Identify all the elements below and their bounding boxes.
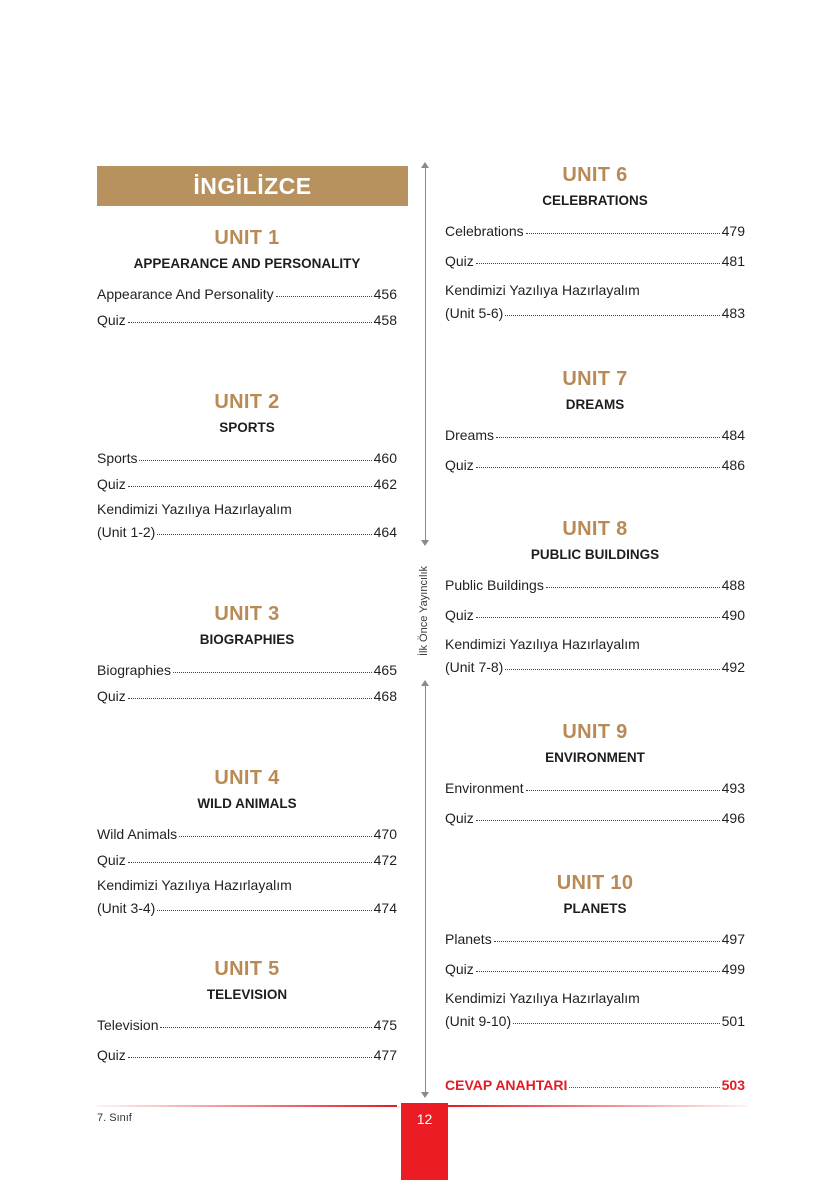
unit-subtitle: APPEARANCE AND PERSONALITY <box>133 256 361 271</box>
entry-label: Quiz <box>445 961 474 977</box>
entry-label: Wild Animals <box>97 826 178 842</box>
entry-label: Kendimizi Yazılıya Hazırlayalım <box>445 636 640 652</box>
leader-dots <box>139 444 371 461</box>
toc-entry[interactable] <box>97 874 397 918</box>
entry-label: Quiz <box>97 476 126 492</box>
unit-2-section <box>97 389 397 542</box>
entry-label: Quiz <box>445 810 474 826</box>
entry-page: 468 <box>373 688 397 704</box>
entry-label: Kendimizi Yazılıya Hazırlayalım <box>445 282 640 298</box>
leader-dots <box>505 299 719 316</box>
toc-entry[interactable] <box>97 848 397 874</box>
entry-label: Kendimizi Yazılıya Hazırlayalım <box>97 501 292 517</box>
leader-dots <box>128 1041 372 1058</box>
entry-label: Dreams <box>445 427 495 443</box>
leader-dots <box>476 451 720 468</box>
entry-page: 477 <box>373 1047 397 1063</box>
unit-10-section <box>445 870 745 1031</box>
unit-title: UNIT 5 <box>214 958 280 980</box>
unit-6-section <box>445 162 745 323</box>
toc-entry[interactable] <box>445 927 745 957</box>
entry-page: 484 <box>721 427 745 443</box>
unit-subtitle: CELEBRATIONS <box>542 193 648 208</box>
entry-label: (Unit 3-4) <box>97 900 156 916</box>
entry-page: 470 <box>373 826 397 842</box>
entry-label: Kendimizi Yazılıya Hazırlayalım <box>445 990 640 1006</box>
toc-entry[interactable] <box>97 282 397 308</box>
leader-dots <box>128 306 372 323</box>
entry-page: 483 <box>721 305 745 321</box>
answer-key-entry[interactable] <box>445 1073 745 1099</box>
leader-dots <box>476 601 720 618</box>
unit-subtitle: DREAMS <box>565 397 625 412</box>
entry-label: Quiz <box>97 688 126 704</box>
leader-dots <box>513 1007 720 1024</box>
entry-page: 474 <box>373 900 397 916</box>
entry-label: (Unit 1-2) <box>97 524 156 540</box>
entry-label: Quiz <box>97 312 126 328</box>
leader-dots <box>494 925 720 942</box>
entry-label: Quiz <box>97 1047 126 1063</box>
entry-page: 493 <box>721 780 745 796</box>
toc-entry[interactable] <box>97 308 397 334</box>
toc-entry[interactable] <box>445 453 745 479</box>
entry-label: Environment <box>445 780 524 796</box>
unit-8-section <box>445 516 745 677</box>
toc-entry[interactable] <box>445 249 745 279</box>
unit-subtitle: TELEVISION <box>206 987 288 1002</box>
leader-dots <box>128 682 372 699</box>
entry-label: Television <box>97 1017 159 1033</box>
entry-label: Biographies <box>97 662 171 678</box>
toc-entry[interactable] <box>445 603 745 633</box>
unit-subtitle: SPORTS <box>219 420 275 435</box>
leader-dots <box>128 846 372 863</box>
unit-3-section <box>97 601 397 710</box>
unit-title: UNIT 8 <box>562 518 628 540</box>
entry-page: 460 <box>373 450 397 466</box>
unit-subtitle: PUBLIC BUILDINGS <box>530 547 660 562</box>
entry-page: 456 <box>373 286 397 302</box>
leader-dots <box>546 571 720 588</box>
divider-line <box>425 166 426 542</box>
leader-dots <box>160 1011 371 1028</box>
toc-entry[interactable] <box>97 1043 397 1069</box>
unit-subtitle: PLANETS <box>563 901 627 916</box>
toc-entry[interactable] <box>97 498 397 542</box>
leader-dots <box>157 518 371 535</box>
unit-title: UNIT 7 <box>562 368 628 390</box>
unit-title: UNIT 2 <box>214 391 280 413</box>
footer-rule <box>97 1105 397 1107</box>
toc-entry[interactable] <box>97 446 397 472</box>
divider-line <box>425 684 426 1094</box>
unit-title: UNIT 3 <box>214 603 280 625</box>
unit-title: UNIT 6 <box>562 164 628 186</box>
leader-dots <box>276 280 372 297</box>
unit-7-section <box>445 366 745 479</box>
entry-page: 497 <box>721 931 745 947</box>
leader-dots <box>569 1071 719 1088</box>
entry-label: Quiz <box>97 852 126 868</box>
unit-9-section <box>445 719 745 832</box>
entry-page: 501 <box>721 1013 745 1029</box>
unit-title: UNIT 4 <box>214 767 280 789</box>
leader-dots <box>476 247 720 264</box>
page-number: 12 <box>401 1103 448 1180</box>
entry-page: 475 <box>373 1017 397 1033</box>
divider-arrow-icon <box>421 540 429 546</box>
toc-entry[interactable] <box>445 423 745 453</box>
toc-entry[interactable] <box>97 684 397 710</box>
entry-page: 464 <box>373 524 397 540</box>
grade-label: 7. Sınıf <box>97 1112 132 1124</box>
entry-page: 486 <box>721 457 745 473</box>
toc-entry[interactable] <box>445 219 745 249</box>
leader-dots <box>173 656 372 673</box>
entry-label: Sports <box>97 450 138 466</box>
publisher-label: İlk Önce Yayıncılık <box>418 565 430 657</box>
entry-page: 499 <box>721 961 745 977</box>
leader-dots <box>526 217 720 234</box>
entry-page: 492 <box>721 659 745 675</box>
toc-entry[interactable] <box>445 279 745 323</box>
toc-entry[interactable] <box>445 957 745 987</box>
leader-dots <box>526 774 720 791</box>
unit-subtitle: BIOGRAPHIES <box>199 632 295 647</box>
entry-page: 488 <box>721 577 745 593</box>
toc-entry[interactable] <box>445 806 745 832</box>
entry-page: 490 <box>721 607 745 623</box>
toc-entry[interactable] <box>445 776 745 806</box>
entry-label: (Unit 5-6) <box>445 305 504 321</box>
leader-dots <box>476 804 720 821</box>
entry-page: 496 <box>721 810 745 826</box>
entry-label: (Unit 9-10) <box>445 1013 512 1029</box>
entry-label: Kendimizi Yazılıya Hazırlayalım <box>97 877 292 893</box>
unit-title: UNIT 9 <box>562 721 628 743</box>
divider-arrow-icon <box>421 1092 429 1098</box>
entry-label: Public Buildings <box>445 577 544 593</box>
toc-entry[interactable] <box>97 658 397 684</box>
entry-page: 458 <box>373 312 397 328</box>
entry-label: Planets <box>445 931 492 947</box>
unit-4-section <box>97 765 397 918</box>
entry-page: 481 <box>721 253 745 269</box>
toc-entry[interactable] <box>97 822 397 848</box>
leader-dots <box>157 894 371 911</box>
entry-page: 472 <box>373 852 397 868</box>
leader-dots <box>128 470 372 487</box>
unit-title: UNIT 10 <box>556 872 634 894</box>
leader-dots <box>496 421 720 438</box>
answer-key-label: CEVAP ANAHTARI <box>445 1077 568 1093</box>
toc-entry[interactable] <box>445 573 745 603</box>
entry-label: Quiz <box>445 457 474 473</box>
unit-title: UNIT 1 <box>214 227 280 249</box>
unit-subtitle: ENVIRONMENT <box>545 750 645 765</box>
entry-page: 465 <box>373 662 397 678</box>
entry-label: Appearance And Personality <box>97 286 274 302</box>
unit-1-section <box>97 225 397 334</box>
entry-label: Quiz <box>445 253 474 269</box>
toc-entry[interactable] <box>97 1013 397 1043</box>
subject-banner: İNGİLİZCE <box>97 166 408 206</box>
entry-label: (Unit 7-8) <box>445 659 504 675</box>
leader-dots <box>179 820 372 837</box>
answer-key-page: 503 <box>721 1077 745 1093</box>
toc-entry[interactable] <box>97 472 397 498</box>
entry-page: 479 <box>721 223 745 239</box>
entry-label: Quiz <box>445 607 474 623</box>
footer-rule <box>448 1105 748 1107</box>
toc-entry[interactable] <box>445 633 745 677</box>
entry-label: Celebrations <box>445 223 524 239</box>
unit-subtitle: WILD ANIMALS <box>197 796 297 811</box>
toc-entry[interactable] <box>445 987 745 1031</box>
unit-5-section <box>97 956 397 1069</box>
leader-dots <box>505 653 719 670</box>
leader-dots <box>476 955 720 972</box>
entry-page: 462 <box>373 476 397 492</box>
